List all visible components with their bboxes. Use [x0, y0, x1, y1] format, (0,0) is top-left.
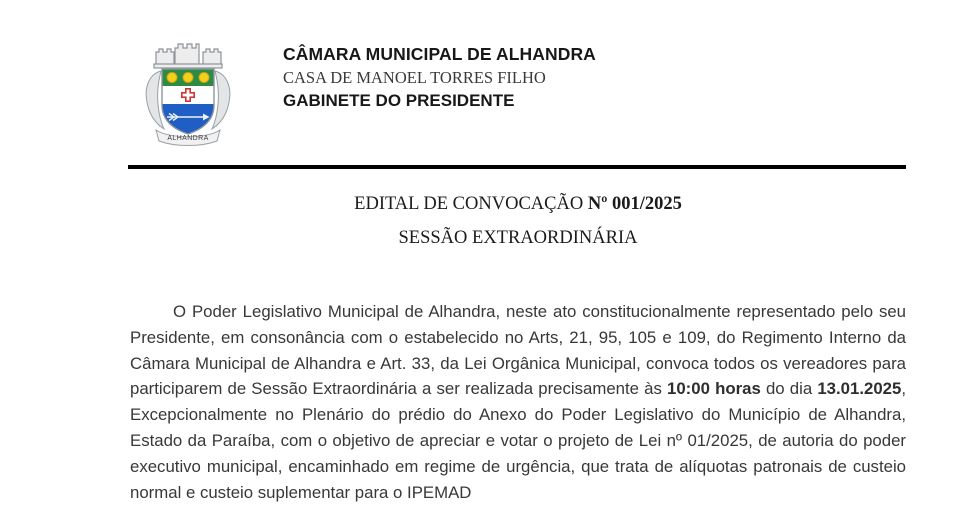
- body-segment-time: 10:00 horas: [667, 379, 761, 399]
- office-name: GABINETE DO PRESIDENTE: [283, 91, 515, 110]
- document-title-number: Nº 001/2025: [587, 194, 682, 214]
- document-title: [130, 193, 906, 215]
- body-segment: do dia: [760, 379, 818, 399]
- document-title-text: EDITAL DE CONVOCAÇÃO: [354, 194, 588, 214]
- body-segment: , Excepcionalmente no Plenário do prédio do Anexo do Poder Legislativo do Município de Alhandra, Estado da Paraíba, com o objetivo de apreciar e votar o projeto de Lei nº 01/2025, de autoria do poder executivo municipal, encaminhado em regime de urgência, que trata de alíquotas patronais de custeio normal e custeio suplementar para o IPEMAD: [130, 379, 906, 502]
- session-type-subtitle: SESSÃO EXTRAORDINÁRIA: [398, 228, 638, 248]
- body-paragraph: [130, 299, 906, 505]
- body-segment-date: 13.01.2025: [817, 379, 902, 399]
- crest-banner-label: ALHANDRA: [167, 135, 209, 142]
- body-segment: O Poder Legislativo Municipal de Alhandra, neste ato constitucionalmente representado pelo seu Presidente, em consonância com o estabelecido no Arts, 21, 95, 105 e 109, do Regimento Interno da Câmara Municipal de Alhandra e Art. 33, da Lei Orgânica Municipal, convoca todos os vereadores para participarem de Sessão Extraordinária a ser realizada precisamente às: [130, 302, 906, 399]
- house-name: CASA DE MANOEL TORRES FILHO: [283, 68, 546, 87]
- title-block: [130, 193, 906, 249]
- header-divider: [128, 165, 906, 169]
- organization-name: CÂMARA MUNICIPAL DE ALHANDRA: [283, 44, 596, 64]
- letterhead: [283, 44, 596, 111]
- alhandra-coat-of-arms-icon: [139, 38, 238, 148]
